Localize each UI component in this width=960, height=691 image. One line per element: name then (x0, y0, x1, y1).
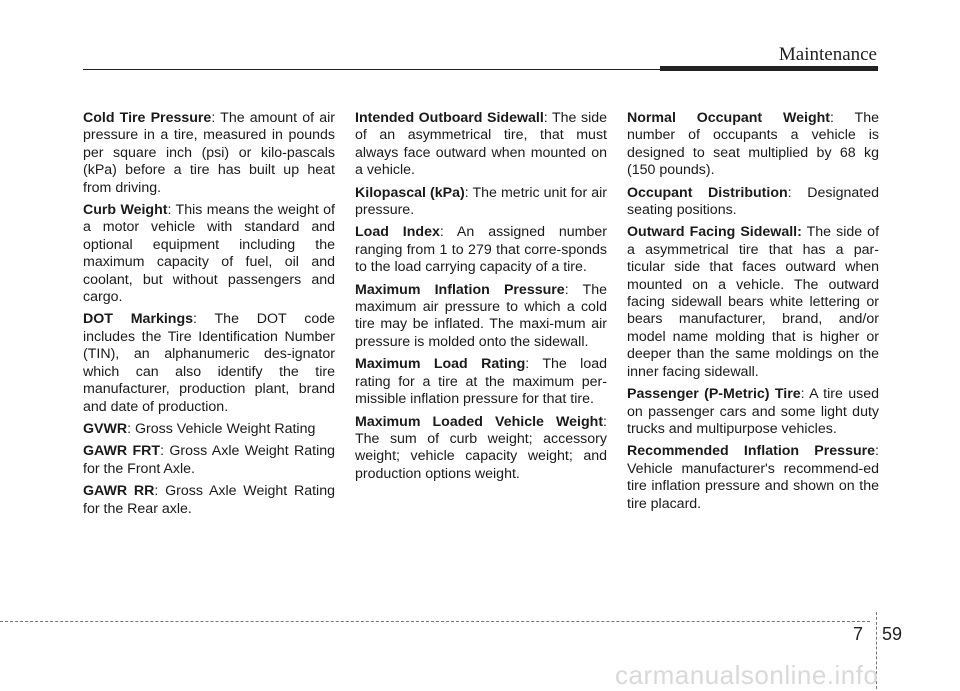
glossary-term: Maximum Inflation Pressure (355, 281, 565, 298)
glossary-entry (627, 110, 879, 180)
glossary-term: Intended Outboard Sidewall (355, 110, 544, 126)
header-rule-accent (660, 66, 878, 71)
glossary-definition: : A tire used on passenger cars and some light duty trucks and multipurpose vehicles. (627, 386, 880, 437)
glossary-entry (83, 443, 335, 478)
footer-rule (0, 621, 870, 622)
glossary-definition: : Designated seating positions. (627, 184, 879, 219)
glossary-entry (355, 110, 607, 180)
glossary-definition: : Gross Vehicle Weight Rating (127, 420, 316, 437)
glossary-definition: : The sum of curb weight; accessory weight; vehicle capacity weight; and production options weight. (355, 413, 607, 482)
glossary-entry (83, 202, 335, 306)
glossary-term: Maximum Load Rating (355, 356, 526, 373)
page-number: 59 (882, 624, 903, 644)
glossary-entry (627, 224, 879, 381)
glossary-definition: : The number of occupants a vehicle is designed to seat multiplied by 68 kg (150 pounds). (627, 110, 880, 179)
glossary-entry (83, 110, 335, 197)
glossary-definition: : The metric unit for air pressure. (355, 184, 607, 219)
glossary-column-3 (627, 110, 879, 518)
glossary-term: DOT Markings (83, 311, 194, 328)
glossary-entry (355, 414, 607, 484)
glossary-term: Load Index (355, 224, 440, 241)
glossary-term: Outward Facing Sidewall: (627, 224, 802, 241)
glossary-term: Occupant Distribution (627, 184, 788, 201)
glossary-term: GAWR FRT (83, 443, 161, 460)
glossary-term: Maximum Loaded Vehicle Weight (355, 413, 604, 430)
glossary-definition: : The DOT code includes the Tire Identification Number (TIN), an alphanumeric des-ignator which can also identify the tire manufacturer, production plant, brand and date of production. (83, 311, 335, 415)
chapter-number: 7 (853, 624, 864, 644)
glossary-definition: : This means the weight of a motor vehicle with standard and optional equipment including the maximum capacity of fuel, oil and coolant, but without passengers and cargo. (83, 202, 335, 306)
glossary-entry (355, 185, 607, 220)
glossary-term: Normal Occupant Weight (627, 110, 831, 126)
glossary-entry (83, 421, 335, 438)
watermark: carmanualsonline.info (615, 660, 879, 690)
glossary-definition: : Gross Axle Weight Rating for the Rear axle. (83, 483, 335, 517)
glossary-entry (355, 356, 607, 408)
glossary-column-1 (83, 110, 335, 523)
glossary-definition: The side of a asymmetrical tire that has a par-ticular side that faces outward when mounted on a vehicle. The outward facing sidewall bears white lettering or bears manufacturer, brand, and/or model name molding that is higher or deeper than the same moldings on the inner facing sidewall. (627, 224, 880, 380)
glossary-term: Recommended Inflation Pressure (627, 443, 876, 460)
glossary-entry (355, 282, 607, 352)
header-rule (83, 69, 663, 70)
glossary-definition: : Gross Axle Weight Rating for the Front Axle. (83, 443, 336, 477)
section-title: Maintenance (778, 44, 877, 65)
glossary-entry (83, 311, 335, 415)
glossary-column-2 (355, 110, 607, 488)
glossary-entry (627, 386, 879, 438)
glossary-definition: : The side of an asymmetrical tire, that must always face outward when mounted on a vehicle. (355, 110, 607, 179)
glossary-entry (627, 443, 879, 513)
glossary-term: Curb Weight (83, 202, 168, 219)
glossary-term: Passenger (P-Metric) Tire (627, 386, 801, 403)
glossary-entry (83, 483, 335, 518)
glossary-definition: : The amount of air pressure in a tire, measured in pounds per square inch (psi) or kilo-pascals (kPa) before a tire has built up heat from driving. (83, 110, 335, 196)
glossary-term: GAWR RR (83, 483, 155, 500)
glossary-definition: : Vehicle manufacturer's recommend-ed tire inflation pressure and shown on the tire placard. (627, 443, 879, 512)
glossary-entry (627, 185, 879, 220)
glossary-term: Kilopascal (kPa) (355, 184, 465, 201)
glossary-term: GVWR (83, 420, 128, 437)
glossary-definition: : The load rating for a tire at the maximum per-missible inflation pressure for that tire. (355, 356, 607, 408)
glossary-term: Cold Tire Pressure (83, 110, 212, 126)
glossary-entry (355, 224, 607, 276)
glossary-definition: : An assigned number ranging from 1 to 279 that corre-sponds to the load carrying capacity of a tire. (355, 224, 607, 276)
glossary-definition: : The maximum air pressure to which a cold tire may be inflated. The maxi-mum air pressure is molded onto the sidewall. (355, 281, 607, 350)
